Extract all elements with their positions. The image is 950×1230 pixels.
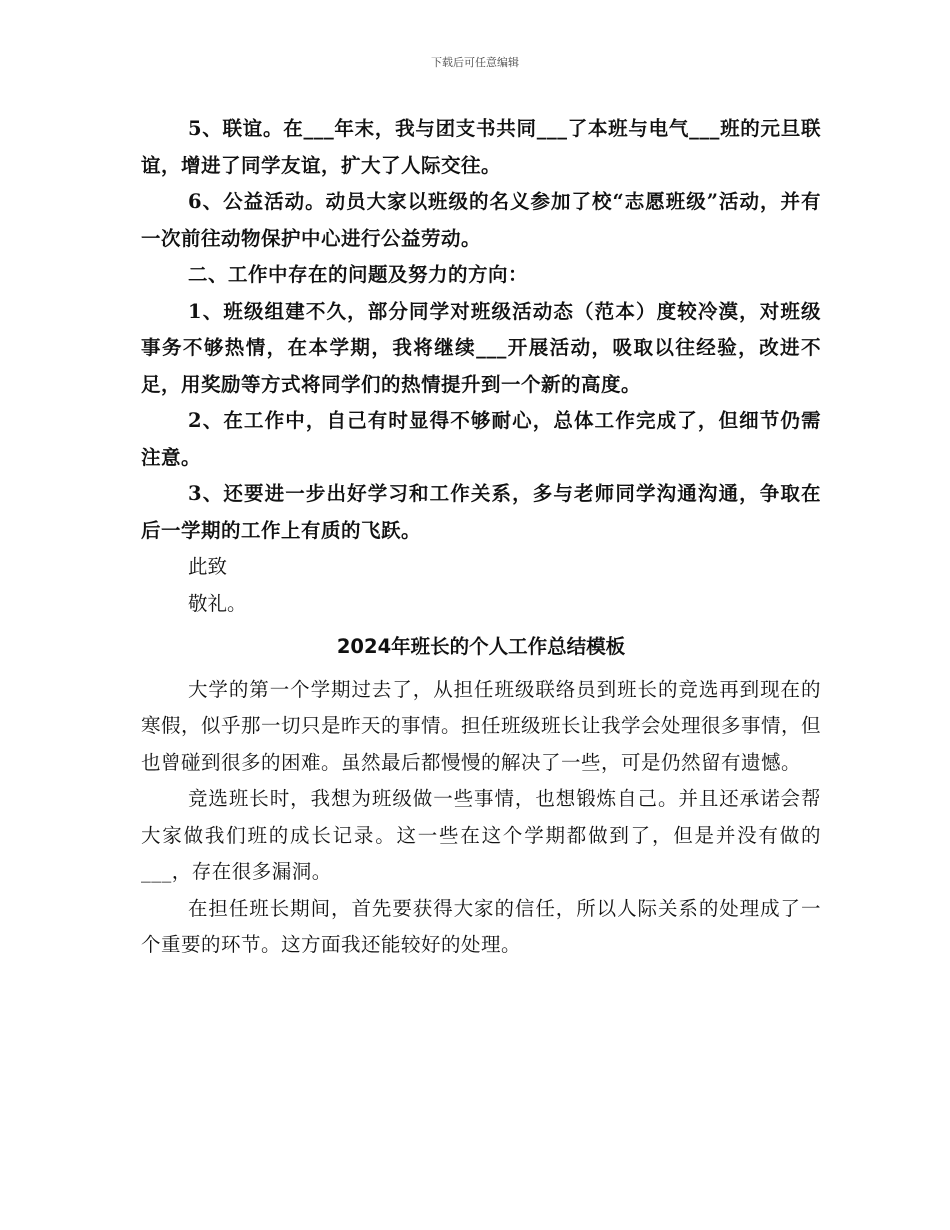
section-heading-problems: 二、工作中存在的问题及努力的方向： xyxy=(188,263,529,286)
paragraph-public-welfare: 6、公益活动。动员大家以班级的名义参加了校“志愿班级”活动，并有一次前往动物保护中心进行公益劳动。 xyxy=(141,190,821,250)
document-title: 2024年班长的个人工作总结模板 xyxy=(336,635,626,658)
paragraph-intro: 大学的第一个学期过去了，从担任班级联络员到班长的竞选再到现在的寒假，似乎那一切只是昨天的事情。担任班级班长让我学会处理很多事情，但也曾碰到很多的困难。虽然最后都慢慢的解决了一些，可是仍然留有遗憾。 xyxy=(141,677,822,774)
paragraph-election: 竞选班长时，我想为班级做一些事情，也想锻炼自己。并且还承诺会帮大家做我们班的成长记录。这一些在这个学期都做到了，但是并没有做的___，存在很多漏洞。 xyxy=(141,787,821,883)
closing-salutation: 此致 xyxy=(188,555,228,578)
document-body xyxy=(141,111,821,964)
page-header-note: 下载后可任意编辑 xyxy=(431,56,519,69)
paragraph-problem-1: 1、班级组建不久，部分同学对班级活动态（范本）度较冷漠，对班级事务不够热情，在本学期，我将继续___开展活动，吸取以往经验，改进不足，用奖励等方式将同学们的热情提升到一个新的高度。 xyxy=(141,299,821,396)
paragraph-friendship-party: 5、联谊。在___年末，我与团支书共同___了本班与电气___班的元旦联谊，增进了同学友谊，扩大了人际交往。 xyxy=(141,117,821,177)
paragraph-trust: 在担任班长期间，首先要获得大家的信任，所以人际关系的处理成了一个重要的环节。这方面我还能较好的处理。 xyxy=(141,896,821,956)
paragraph-problem-2: 2、在工作中，自己有时显得不够耐心，总体工作完成了，但细节仍需注意。 xyxy=(141,409,821,469)
closing-regards: 敬礼。 xyxy=(188,591,247,615)
paragraph-problem-3: 3、还要进一步出好学习和工作关系，多与老师同学沟通沟通，争取在后一学期的工作上有质的飞跃。 xyxy=(141,482,821,542)
